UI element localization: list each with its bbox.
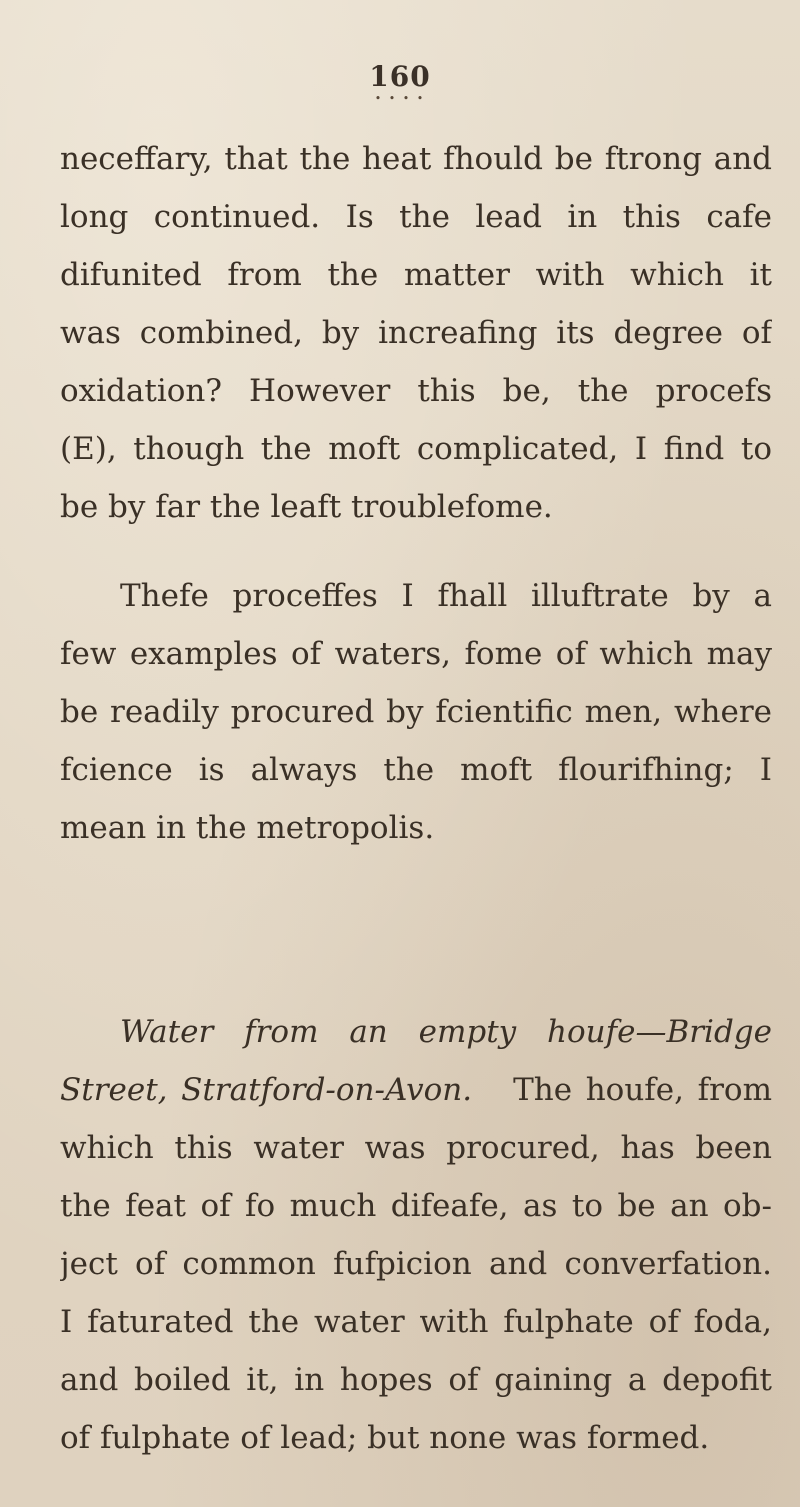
text-line: which this water was procured, has been bbox=[60, 1130, 772, 1166]
text-line: was combined, by increafing its degree of bbox=[60, 315, 772, 351]
text-line: of fulphate of lead; but none was formed. bbox=[60, 1420, 710, 1456]
page-number: 160 bbox=[369, 60, 431, 93]
section-heading-continued: Street, Stratford-on-Avon. bbox=[60, 1072, 473, 1108]
heading-continuation-line bbox=[60, 1061, 772, 1119]
paragraph-2 bbox=[60, 567, 772, 857]
text-line: fcience is always the moft flourifhing; I bbox=[60, 752, 772, 788]
text-line-fragment: The houfe, from bbox=[513, 1072, 772, 1108]
text-line: long continued. Is the lead in this cafe bbox=[60, 199, 772, 235]
text-line: difunited from the matter with which it bbox=[60, 257, 772, 293]
paragraph-3 bbox=[60, 1003, 772, 1467]
text-line: and boiled it, in hopes of gaining a depofit bbox=[60, 1362, 772, 1398]
text-line: I faturated the water with fulphate of foda, bbox=[60, 1304, 772, 1340]
text-line: neceffary, that the heat fhould be ftrong and bbox=[60, 141, 772, 177]
section-heading: Water from an empty houfe—Bridge bbox=[120, 1014, 772, 1050]
text-line: be readily procured by fcientific men, where bbox=[60, 694, 772, 730]
paragraph-1 bbox=[60, 130, 772, 536]
text-line: few examples of waters, fome of which may bbox=[60, 636, 772, 672]
page-number-ornament: • • • • bbox=[374, 92, 426, 105]
text-line: oxidation? However this be, the procefs bbox=[60, 373, 772, 409]
text-line: mean in the metropolis. bbox=[60, 810, 435, 846]
text-line: (E), though the moft complicated, I find to bbox=[60, 431, 772, 467]
text-line: be by far the leaft troublefome. bbox=[60, 489, 553, 525]
text-line: ject of common fufpicion and converfation. bbox=[60, 1246, 772, 1282]
text-line: Thefe proceffes I fhall illuftrate by a bbox=[120, 578, 772, 614]
text-line: the feat of fo much difeafe, as to be an ob- bbox=[60, 1188, 772, 1224]
